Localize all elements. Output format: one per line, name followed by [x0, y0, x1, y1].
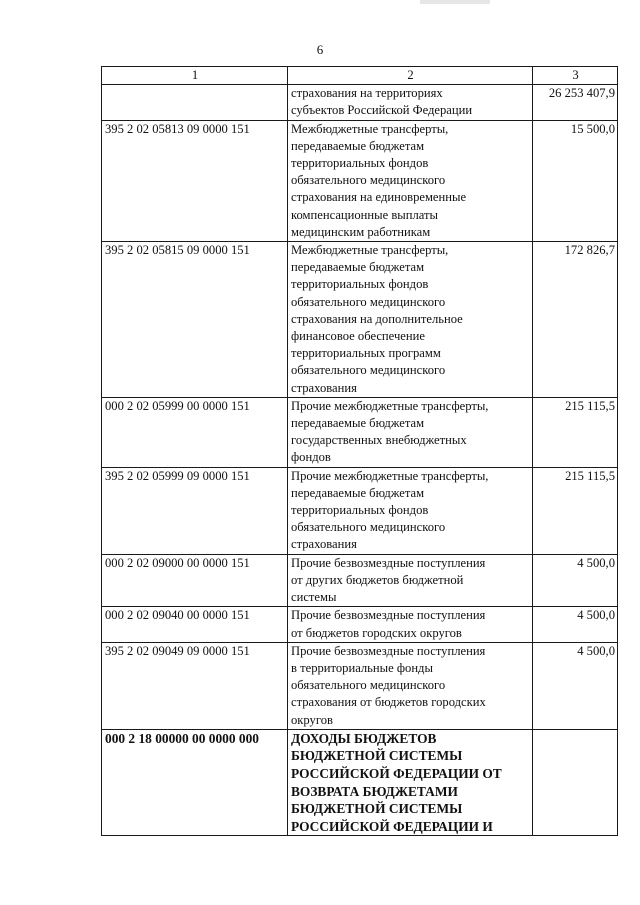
budget-table — [101, 66, 618, 836]
row-name: Прочие безвозмездные поступления от бюджетов городских округов — [288, 607, 533, 642]
row-amount: 4 500,0 — [533, 554, 618, 607]
table-row — [102, 467, 618, 554]
row-name: Межбюджетные трансферты, передаваемые бюджетам территориальных фондов обязательного медицинского страхования на единовременные компенсационные выплаты медицинским работникам — [288, 120, 533, 241]
row-amount: 4 500,0 — [533, 607, 618, 642]
table-row — [102, 85, 618, 120]
row-amount: 215 115,5 — [533, 467, 618, 554]
table-row — [102, 397, 618, 467]
row-code: 000 2 02 09040 00 0000 151 — [102, 607, 288, 642]
row-code: 000 2 02 05999 00 0000 151 — [102, 397, 288, 467]
row-code — [102, 85, 288, 120]
row-name: Прочие межбюджетные трансферты, передаваемые бюджетам государственных внебюджетных фондов — [288, 397, 533, 467]
row-name: страхования на территориях субъектов Российской Федерации — [288, 85, 533, 120]
column-header-amount: 3 — [533, 67, 618, 85]
row-amount — [533, 729, 618, 836]
row-amount: 15 500,0 — [533, 120, 618, 241]
row-amount: 4 500,0 — [533, 642, 618, 729]
table-row — [102, 607, 618, 642]
row-code: 395 2 02 05999 09 0000 151 — [102, 467, 288, 554]
table-row — [102, 554, 618, 607]
row-code: 395 2 02 09049 09 0000 151 — [102, 642, 288, 729]
row-name: Прочие безвозмездные поступления от других бюджетов бюджетной системы — [288, 554, 533, 607]
row-name: Прочие межбюджетные трансферты, передаваемые бюджетам территориальных фондов обязательного медицинского страхования — [288, 467, 533, 554]
column-header-name: 2 — [288, 67, 533, 85]
column-header-code: 1 — [102, 67, 288, 85]
row-name: ДОХОДЫ БЮДЖЕТОВ БЮДЖЕТНОЙ СИСТЕМЫ РОССИЙСКОЙ ФЕДЕРАЦИИ ОТ ВОЗВРАТА БЮДЖЕТАМИ БЮДЖЕТНОЙ СИСТЕМЫ РОССИЙСКОЙ ФЕДЕРАЦИИ И — [288, 729, 533, 836]
table-row — [102, 120, 618, 241]
row-code: 000 2 18 00000 00 0000 000 — [102, 729, 288, 836]
table-row-section-header — [102, 729, 618, 836]
row-amount: 172 826,7 — [533, 242, 618, 398]
row-code: 395 2 02 05813 09 0000 151 — [102, 120, 288, 241]
row-code: 395 2 02 05815 09 0000 151 — [102, 242, 288, 398]
scan-artifact — [420, 0, 490, 4]
row-amount: 215 115,5 — [533, 397, 618, 467]
row-name: Межбюджетные трансферты, передаваемые бюджетам территориальных фондов обязательного медицинского страхования на дополнительное финансовое обеспечение территориальных программ обязательного медицинского страхования — [288, 242, 533, 398]
page-number: 6 — [316, 42, 324, 57]
row-name: Прочие безвозмездные поступления в территориальные фонды обязательного медицинского страхования от бюджетов городских округов — [288, 642, 533, 729]
table-row — [102, 642, 618, 729]
table-row — [102, 242, 618, 398]
row-amount: 26 253 407,9 — [533, 85, 618, 120]
table-header-row — [102, 67, 618, 85]
row-code: 000 2 02 09000 00 0000 151 — [102, 554, 288, 607]
